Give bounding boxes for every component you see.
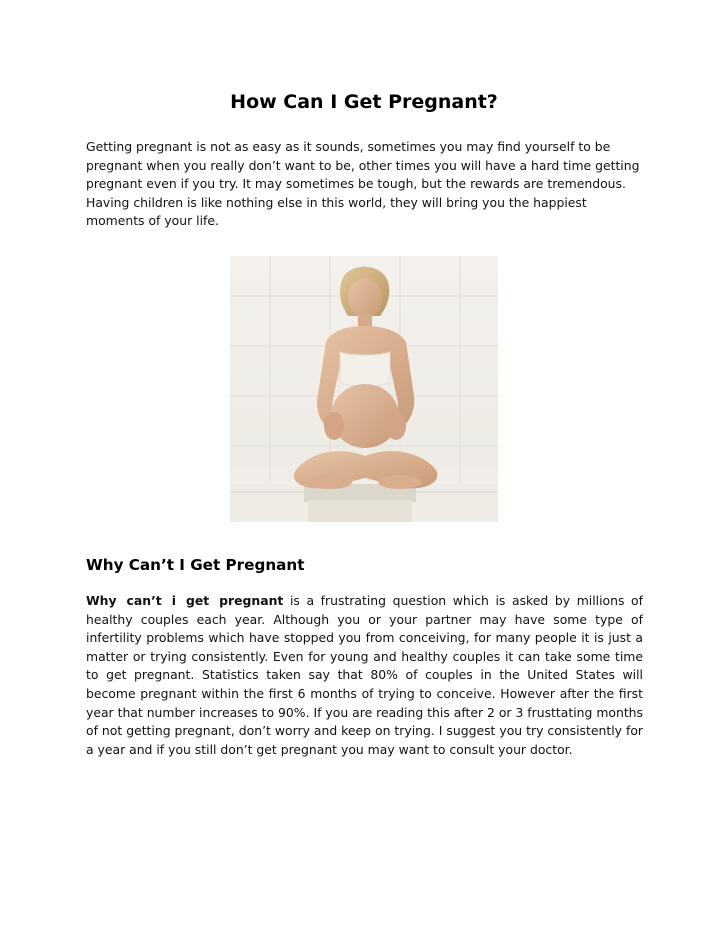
section-body-text: is a frustrating question which is asked by millions of healthy couples each year. Although you or your partner may have some type of infertility problems which have stopped you from conceiving, for many people it is just a matter or trying consistently. Even for young and healthy couples it can take some time to get pregnant. Statistics taken say that 80% of couples in the United States will become pregnant within the first 6 months of trying to conceive. However after the first year that number increases to 90%. If you are reading this after 2 or 3 frusttating months of not getting pregnant, don’t worry and keep on trying. I suggest you try consistently for a year and if you still don’t get pregnant you may want to consult your doctor. <box>86 593 643 757</box>
photo-illustration <box>230 256 498 522</box>
section-heading: Why Can’t I Get Pregnant <box>86 556 305 574</box>
section-paragraph <box>86 592 643 759</box>
intro-paragraph: Getting pregnant is not as easy as it sounds, sometimes you may find yourself to be pregnant when you really don’t want to be, other times you will have a hard time getting pregnant even if you try. It may sometimes be tough, but the rewards are tremendous. Having children is like nothing else in this world, they will bring you the happiest moments of your life. <box>86 139 640 229</box>
section-lead-phrase: Why can’t i get pregnant <box>86 593 284 608</box>
page-title: How Can I Get Pregnant? <box>230 91 498 113</box>
pregnant-woman-photo <box>230 256 498 522</box>
